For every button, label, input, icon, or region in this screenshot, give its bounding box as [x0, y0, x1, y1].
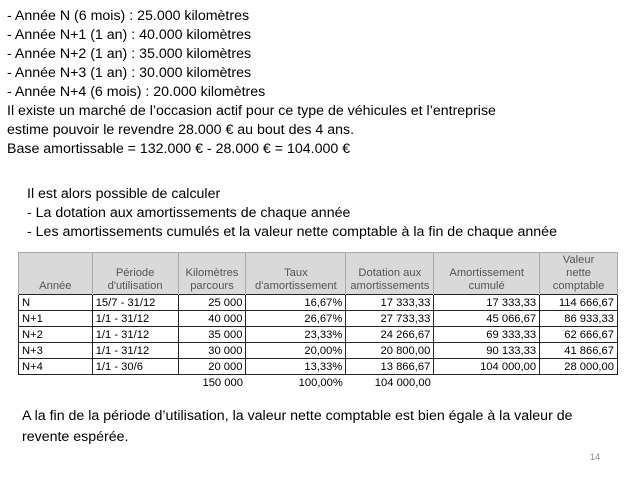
cell-taux: 23,33% — [246, 327, 346, 343]
cell-vnc: 41 866,67 — [540, 343, 618, 359]
intro-line: - Année N+2 (1 an) : 35.000 kilomètres — [7, 46, 252, 62]
header-valeur-nette: Valeur nette comptable — [540, 253, 618, 295]
cell-taux: 26,67% — [246, 311, 346, 327]
cell-periode: 15/7 - 31/12 — [92, 295, 178, 311]
table-row — [19, 327, 618, 343]
cell-vnc: 28 000,00 — [540, 359, 618, 375]
cell-cumul: 45 066,67 — [434, 311, 540, 327]
cell-periode: 1/1 - 31/12 — [92, 311, 178, 327]
cell-taux: 20,00% — [246, 343, 346, 359]
calc-line: - Les amortissements cumulés et la valeur nette comptable à la fin de chaque année — [27, 224, 557, 240]
cell-cumul: 90 133,33 — [434, 343, 540, 359]
header-amortissement-cumule: Amortissement cumulé — [434, 253, 540, 295]
cell-km: 35 000 — [178, 327, 246, 343]
total-taux: 100,00% — [298, 376, 343, 389]
total-km: 150 000 — [202, 376, 243, 389]
intro-line: - Année N+3 (1 an) : 30.000 kilomètres — [7, 65, 252, 81]
header-taux: Taux d'amortissement — [246, 253, 346, 295]
intro-line: estime pouvoir le revendre 28.000 € au bout des 4 ans. — [7, 122, 355, 138]
amortization-table — [18, 252, 618, 390]
calc-line: Il est alors possible de calculer — [27, 186, 221, 202]
cell-cumul: 104 000,00 — [434, 359, 540, 375]
table-row — [19, 311, 618, 327]
cell-empty — [434, 375, 540, 391]
cell-dotation: 13 866,67 — [346, 359, 434, 375]
cell-taux: 16,67% — [246, 295, 346, 311]
table-row — [19, 343, 618, 359]
cell-dotation: 20 800,00 — [346, 343, 434, 359]
header-dotation: Dotation aux amortissements — [346, 253, 434, 295]
table-header-row — [19, 253, 618, 295]
cell-annee: N+1 — [19, 311, 93, 327]
cell-annee: N+2 — [19, 327, 93, 343]
cell-vnc: 62 666,67 — [540, 327, 618, 343]
total-dotation: 104 000,00 — [374, 376, 431, 389]
cell-empty — [92, 375, 178, 391]
calculation-intro — [27, 185, 557, 242]
intro-line: - Année N+1 (1 an) : 40.000 kilomètres — [7, 27, 252, 43]
intro-line: Il existe un marché de l’occasion actif pour ce type de véhicules et l’entreprise — [7, 103, 496, 119]
cell-annee: N — [19, 295, 93, 311]
table-total-row — [19, 375, 618, 391]
cell-periode: 1/1 - 31/12 — [92, 343, 178, 359]
header-annee: Année — [19, 253, 93, 295]
cell-annee: N+4 — [19, 359, 93, 375]
cell-dotation: 24 266,67 — [346, 327, 434, 343]
cell-cumul: 17 333,33 — [434, 295, 540, 311]
cell-taux: 13,33% — [246, 359, 346, 375]
intro-text — [7, 7, 496, 159]
cell-km: 20 000 — [178, 359, 246, 375]
cell-periode: 1/1 - 31/12 — [92, 327, 178, 343]
table-row — [19, 359, 618, 375]
cell-empty — [19, 375, 93, 391]
header-kilometres: Kilomètres parcours — [178, 253, 246, 295]
cell-km: 30 000 — [178, 343, 246, 359]
calc-line: - La dotation aux amortissements de chaque année — [27, 205, 351, 221]
cell-cumul: 69 333,33 — [434, 327, 540, 343]
table-row — [19, 295, 618, 311]
cell-periode: 1/1 - 30/6 — [92, 359, 178, 375]
header-periode: Période d'utilisation — [92, 253, 178, 295]
intro-line: - Année N (6 mois) : 25.000 kilomètres — [7, 8, 250, 24]
cell-vnc: 114 666,67 — [540, 295, 618, 311]
intro-line: - Année N+4 (6 mois) : 20.000 kilomètres — [7, 84, 266, 100]
page-number: 14 — [590, 452, 601, 462]
conclusion-text: A la fin de la période d’utilisation, la valeur nette comptable est bien égale à la valeur de revente espérée. — [22, 408, 573, 445]
intro-line: Base amortissable = 132.000 € - 28.000 € = 104.000 € — [7, 141, 351, 157]
cell-dotation: 17 333,33 — [346, 295, 434, 311]
cell-km: 25 000 — [178, 295, 246, 311]
cell-vnc: 86 933,33 — [540, 311, 618, 327]
cell-km: 40 000 — [178, 311, 246, 327]
cell-empty — [540, 375, 618, 391]
cell-annee: N+3 — [19, 343, 93, 359]
cell-dotation: 27 733,33 — [346, 311, 434, 327]
